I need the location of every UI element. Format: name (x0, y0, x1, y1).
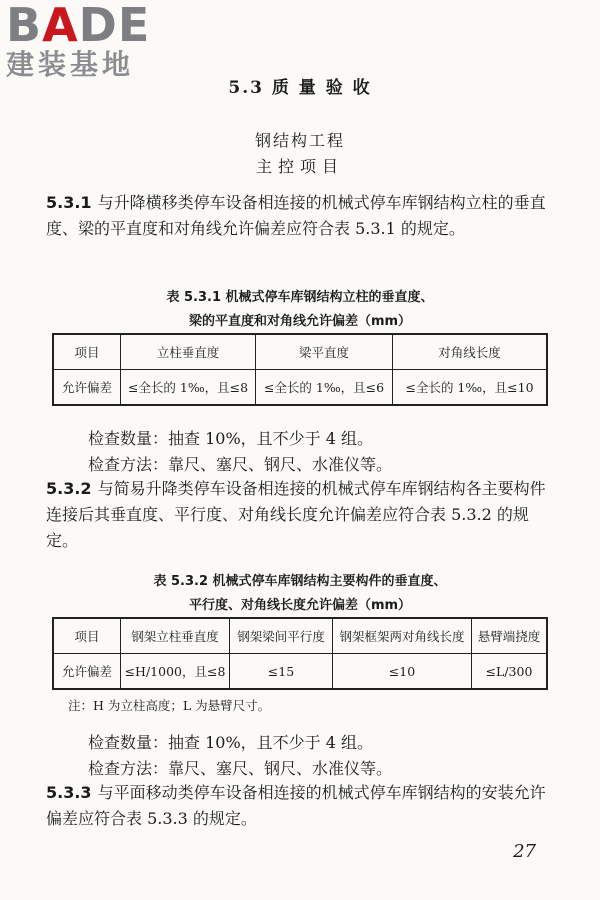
table-caption-line2: 平行度、对角线长度允许偏差（mm） (188, 598, 412, 613)
table-caption-line2: 梁的平直度和对角线允许偏差（mm） (188, 314, 412, 329)
header-cell: 梁平直度 (256, 334, 393, 370)
logo-subtitle: 建装基地 (6, 48, 135, 81)
table-row (53, 654, 547, 690)
logo-brand: BADE (6, 0, 151, 52)
check-quantity: 检查数量：抽查 10%，且不少于 4 组。 (88, 429, 374, 448)
table-note: 注：H 为立柱高度；L 为悬臂尺寸。 (68, 698, 271, 713)
logo (6, 2, 176, 82)
table-cell: ≤L/300 (472, 654, 548, 690)
subheading-main-control: 主控项目 (255, 157, 344, 176)
clause-text: 与升降横移类停车设备相连接的机械式停车库钢结构立柱的垂直度、梁的平直度和对角线允许偏差应符合表 5.3.1 的规定。 (46, 193, 546, 238)
table-caption-line1: 表 5.3.2 机械式停车库钢结构主要构件的垂直度、 (153, 574, 447, 589)
subheading-steel-structure: 钢结构工程 (254, 131, 345, 150)
header-cell: 对角线长度 (393, 334, 548, 370)
table-cell: 允许偏差 (53, 654, 121, 690)
header-cell: 钢架立柱垂直度 (121, 618, 230, 654)
table-row (53, 370, 547, 406)
table-5-3-1 (52, 333, 548, 406)
table-cell: ≤15 (230, 654, 333, 690)
check-method: 检查方法：靠尺、塞尺、钢尺、水准仪等。 (88, 759, 393, 778)
check-method: 检查方法：靠尺、塞尺、钢尺、水准仪等。 (88, 455, 393, 474)
clause-5-3-3 (46, 780, 556, 832)
table-cell: ≤H/1000，且≤8 (121, 654, 230, 690)
header-cell: 钢架框架两对角线长度 (333, 618, 472, 654)
section-title: 5.3 质 量 验 收 (228, 78, 372, 98)
header-cell: 项目 (53, 618, 121, 654)
page-number: 27 (513, 841, 536, 862)
clause-number: 5.3.3 (46, 783, 92, 802)
table-caption-line1: 表 5.3.1 机械式停车库钢结构立柱的垂直度、 (166, 290, 434, 305)
table-header-row (53, 618, 547, 654)
table-cell: ≤10 (333, 654, 472, 690)
clause-5-3-1 (46, 190, 556, 242)
clause-text: 与简易升降类停车设备相连接的机械式停车库钢结构各主要构件连接后其垂直度、平行度、对角线长度允许偏差应符合表 5.3.2 的规定。 (46, 479, 546, 550)
table-5-3-2 (52, 617, 548, 690)
clause-number: 5.3.1 (46, 193, 92, 212)
table-header-row (53, 334, 547, 370)
table-cell: ≤全长的 1‰，且≤10 (393, 370, 548, 406)
table-cell: 允许偏差 (53, 370, 121, 406)
header-cell: 立柱垂直度 (121, 334, 256, 370)
clause-text: 与平面移动类停车设备相连接的机械式停车库钢结构的安装允许偏差应符合表 5.3.3 的规定。 (46, 783, 546, 828)
table-cell: ≤全长的 1‰，且≤8 (121, 370, 256, 406)
table-cell: ≤全长的 1‰，且≤6 (256, 370, 393, 406)
header-cell: 钢架梁间平行度 (230, 618, 333, 654)
header-cell: 项目 (53, 334, 121, 370)
header-cell: 悬臂端挠度 (472, 618, 548, 654)
clause-5-3-2 (46, 476, 556, 554)
clause-number: 5.3.2 (46, 479, 92, 498)
check-quantity: 检查数量：抽查 10%，且不少于 4 组。 (88, 733, 374, 752)
